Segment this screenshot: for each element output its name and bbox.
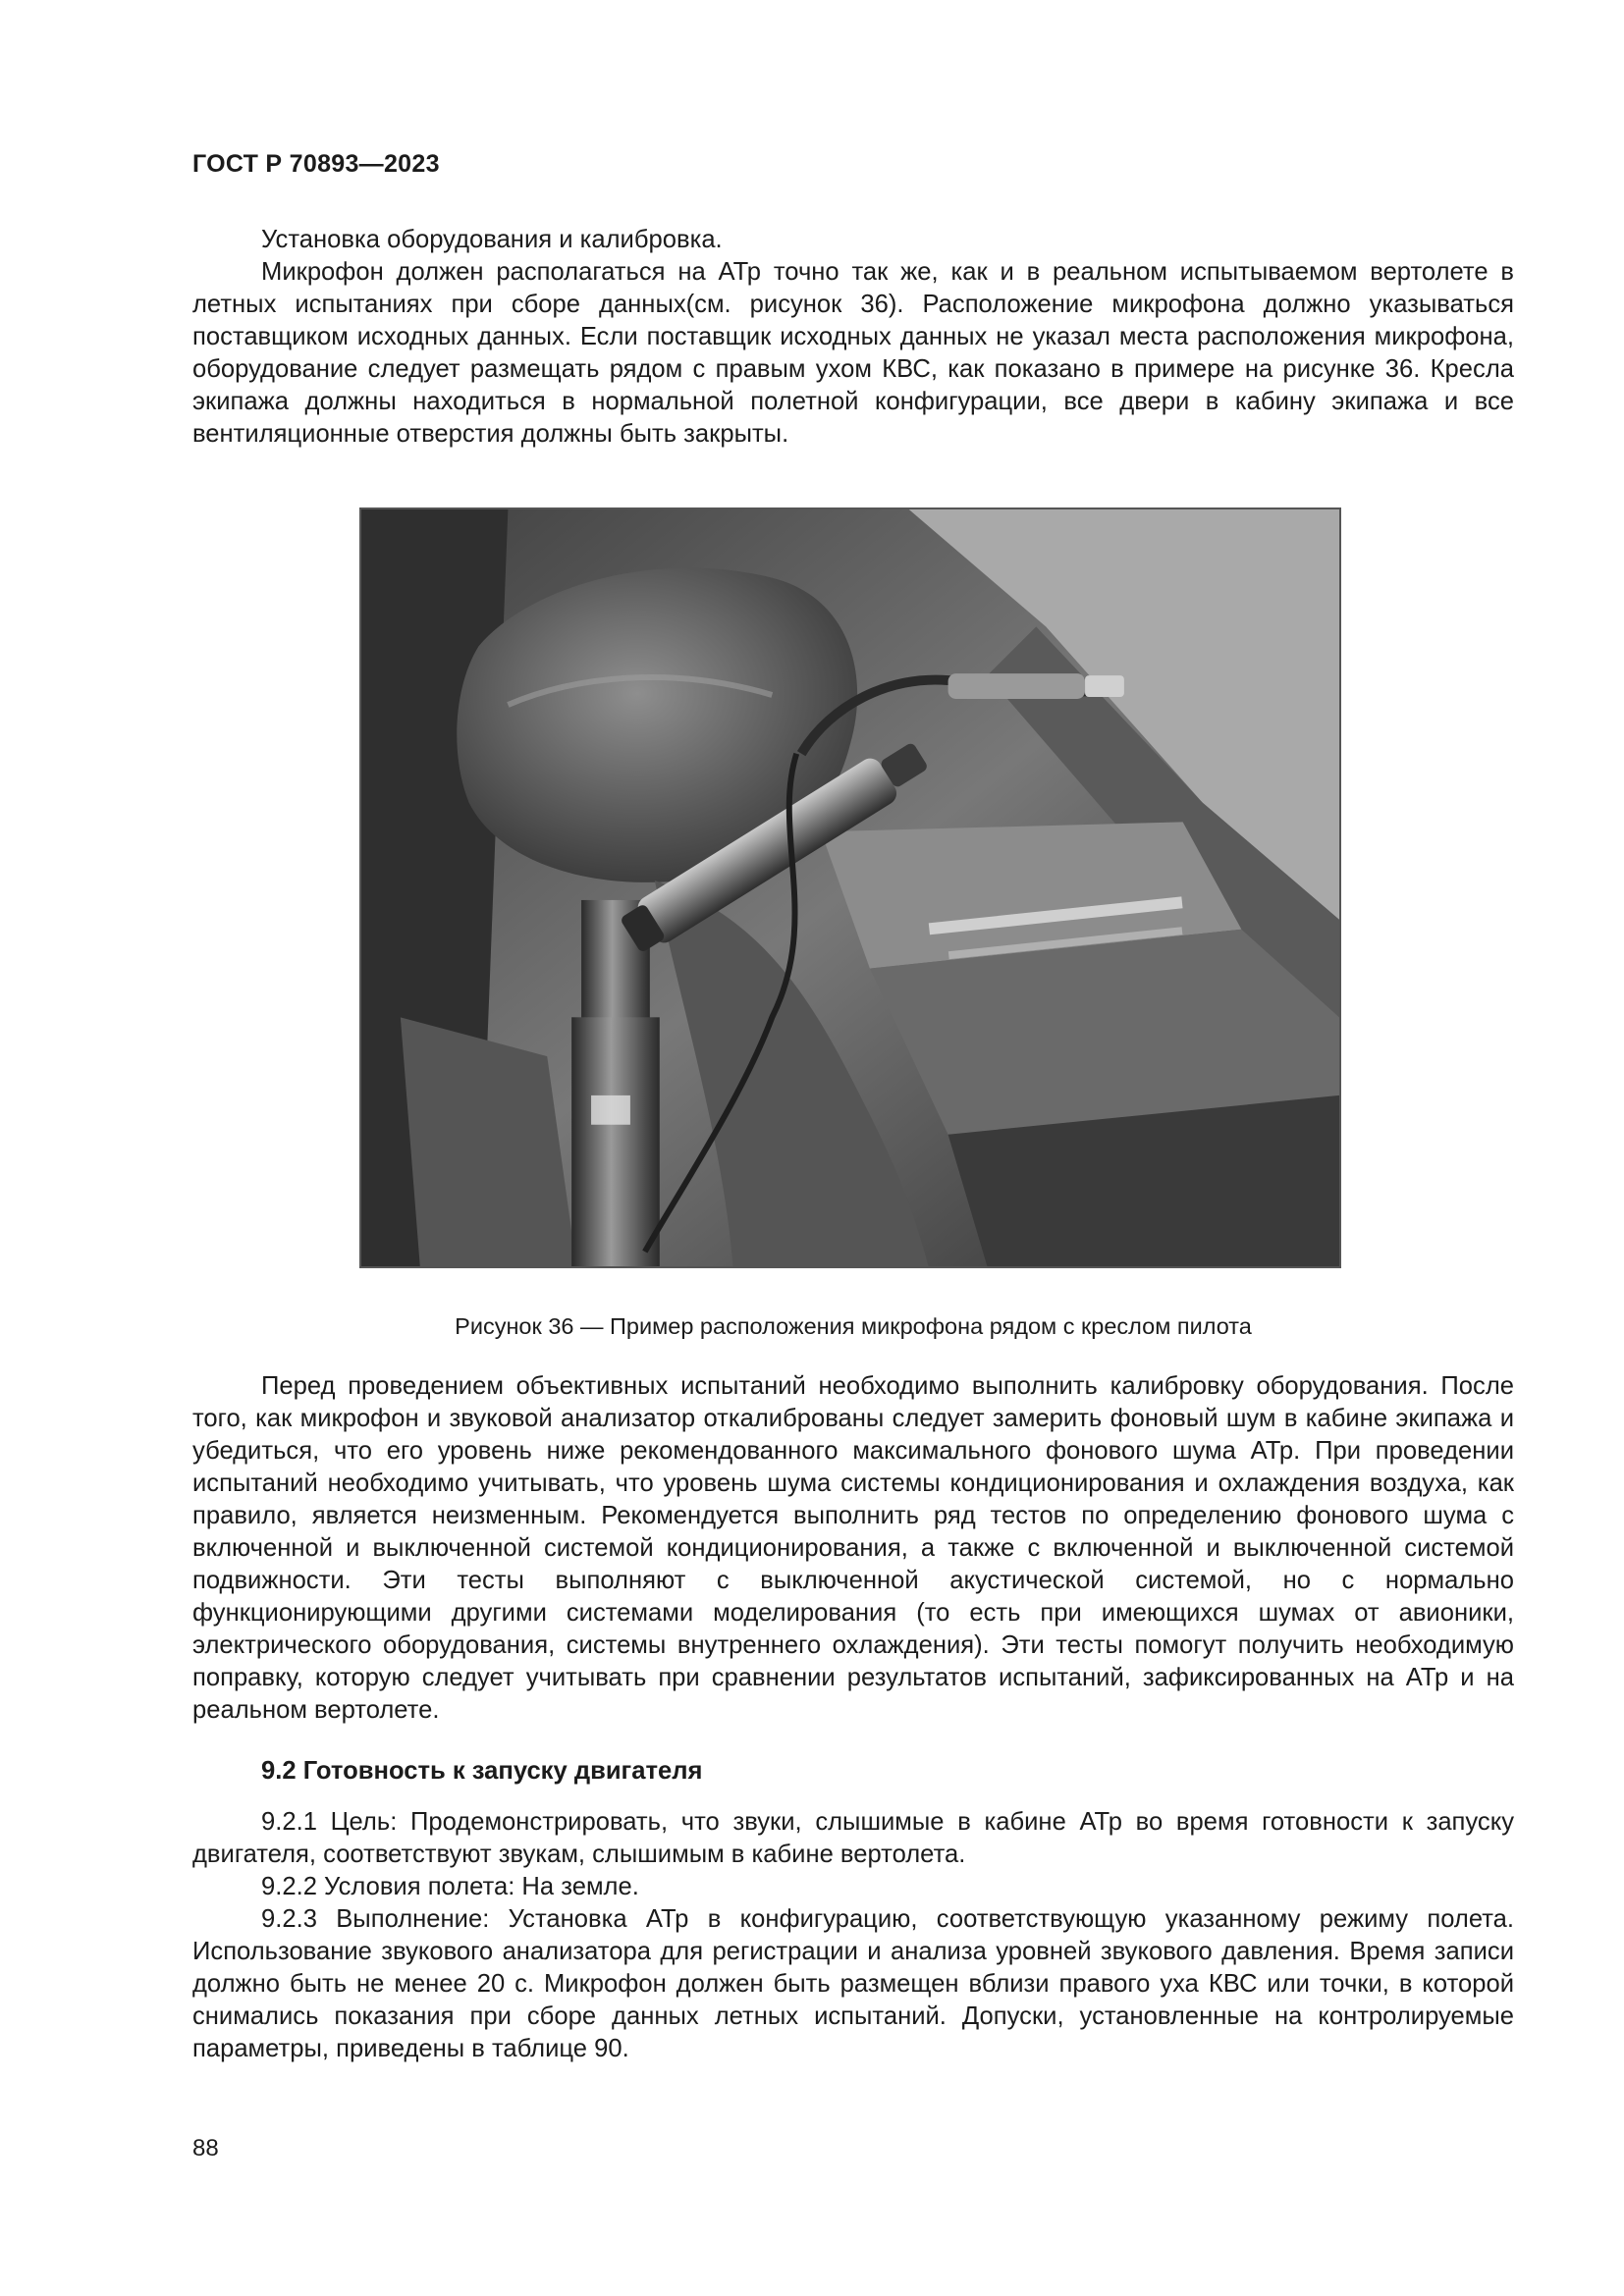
document-code: ГОСТ Р 70893—2023	[192, 150, 440, 178]
body-paragraph: Перед проведением объективных испытаний необходимо выполнить калибровку оборудования. После того, как микрофон и звуковой анализатор откалиброваны следует замерить фоновый шум в кабине экипажа и убедиться, что его уровень ниже рекомендованного максимального фонового шума АТр. При проведении испытаний необходимо учитывать, что уровень шума системы кондиционирования и охлаждения воздуха, как правило, является неизменным. Рекомендуется выполнить ряд тестов по определению фонового шума с включенной и выключенной системой кондиционирования, а также с включенной и выключенной системой подвижности. Эти тесты выполняют с выключенной акустической системой, но с нормально функционирующими другими системами моделирования (то есть при имеющихся шумах от авионики, электрического оборудования, системы внутреннего охлаждения). Эти тесты помогут получить необходимую поправку, которую следует учитывать при сравнении результатов испытаний, зафиксированных на АТр и на реальном вертолете.	[192, 1372, 1514, 1724]
figure-caption: Рисунок 36 — Пример расположения микрофона рядом с креслом пилота	[455, 1313, 1252, 1339]
intro-paragraph: Установка оборудования и калибровка.	[261, 226, 723, 253]
intro-text	[192, 224, 1514, 451]
section-paragraph: 9.2.2 Условия полета: На земле.	[261, 1873, 639, 1900]
section-text	[192, 1806, 1514, 2065]
figure-photo	[359, 507, 1341, 1268]
microphone-photo	[361, 509, 1339, 1266]
body-text	[192, 1370, 1514, 1727]
page-number: 88	[192, 2135, 219, 2162]
section-paragraph: 9.2.1 Цель: Продемонстрировать, что звуки, слышимые в кабине АТр во время готовности к запуску двигателя, соответствуют звукам, слышимым в кабине вертолета.	[192, 1808, 1514, 1868]
section-paragraph: 9.2.3 Выполнение: Установка АТр в конфигурацию, соответствующую указанному режиму полета. Использование звукового анализатора для регистрации и анализа уровней звукового давления. Время записи должно быть не менее 20 с. Микрофон должен быть размещен вблизи правого уха КВС или точки, в которой снимались показания при сборе данных летных испытаний. Допуски, установленные на контролируемые параметры, приведены в таблице 90.	[192, 1905, 1514, 2062]
intro-paragraph: Микрофон должен располагаться на АТр точно так же, как и в реальном испытываемом вертолете в летных испытаниях при сборе данных(см. рисунок 36). Расположение микрофона должно указываться поставщиком исходных данных. Если поставщик исходных данных не указал места расположения микрофона, оборудование следует размещать рядом с правым ухом КВС, как показано в примере на рисунке 36. Кресла экипажа должны находиться в нормальной полетной конфигурации, все двери в кабину экипажа и все вентиляционные отверстия должны быть закрыты.	[192, 258, 1514, 448]
section-heading: 9.2 Готовность к запуску двигателя	[261, 1757, 703, 1785]
